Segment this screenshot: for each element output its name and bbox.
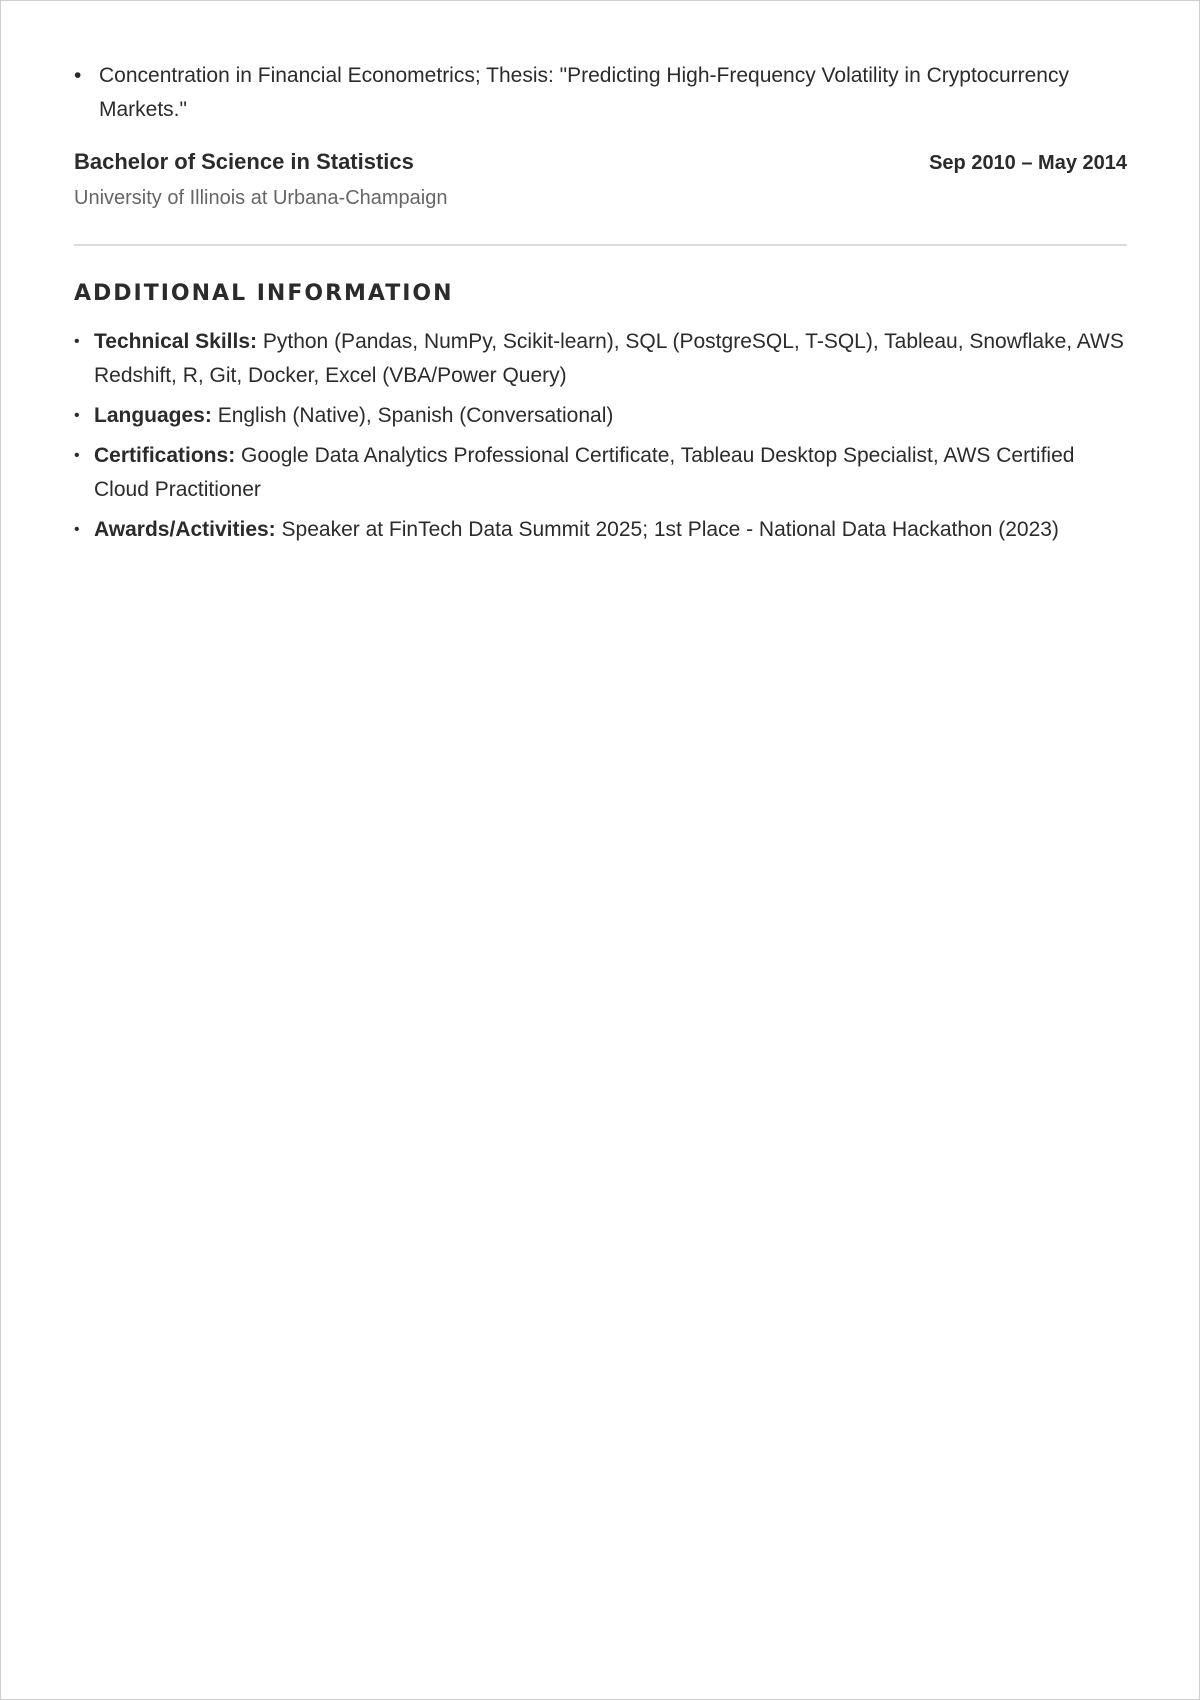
resume-content	[74, 59, 1127, 553]
bullet-icon: •	[74, 447, 80, 464]
bullet-icon: •	[74, 521, 80, 538]
degree-header	[74, 147, 1127, 178]
info-item-languages	[74, 399, 1127, 433]
bullet-icon: •	[74, 333, 80, 350]
additional-info-list	[74, 325, 1127, 547]
degree-dates: Sep 2010 – May 2014	[929, 152, 1127, 174]
info-label: Awards/Activities:	[94, 518, 276, 541]
institution-name: University of Illinois at Urbana-Champaign	[74, 187, 448, 209]
bullet-icon: •	[74, 407, 80, 424]
info-label: Technical Skills:	[94, 330, 258, 353]
info-text: English (Native), Spanish (Conversational)	[211, 404, 614, 427]
info-text: Google Data Analytics Professional Certificate, Tableau Desktop Specialist, AWS Certified Cloud Practitioner	[94, 444, 1075, 501]
section-heading-additional-information: ADDITIONAL INFORMATION	[74, 281, 454, 306]
education-detail-text: Concentration in Financial Econometrics; Thesis: "Predicting High-Frequency Volatility in Cryptocurrency Markets."	[99, 64, 1069, 121]
bullet-icon: •	[74, 64, 82, 87]
info-label: Languages:	[94, 404, 212, 427]
section-divider	[74, 244, 1127, 246]
info-item-technical-skills	[74, 325, 1127, 393]
info-item-certifications	[74, 439, 1127, 507]
info-label: Certifications:	[94, 444, 236, 467]
degree-title: Bachelor of Science in Statistics	[74, 149, 414, 174]
education-detail-list	[74, 59, 1127, 127]
info-item-awards-activities	[74, 513, 1127, 547]
info-text: Python (Pandas, NumPy, Scikit-learn), SQL (PostgreSQL, T-SQL), Tableau, Snowflake, AWS Redshift, R, Git, Docker, Excel (VBA/Power Query)	[94, 330, 1124, 387]
info-text: Speaker at FinTech Data Summit 2025; 1st Place - National Data Hackathon (2023)	[275, 518, 1059, 541]
education-detail-item	[74, 59, 1127, 127]
